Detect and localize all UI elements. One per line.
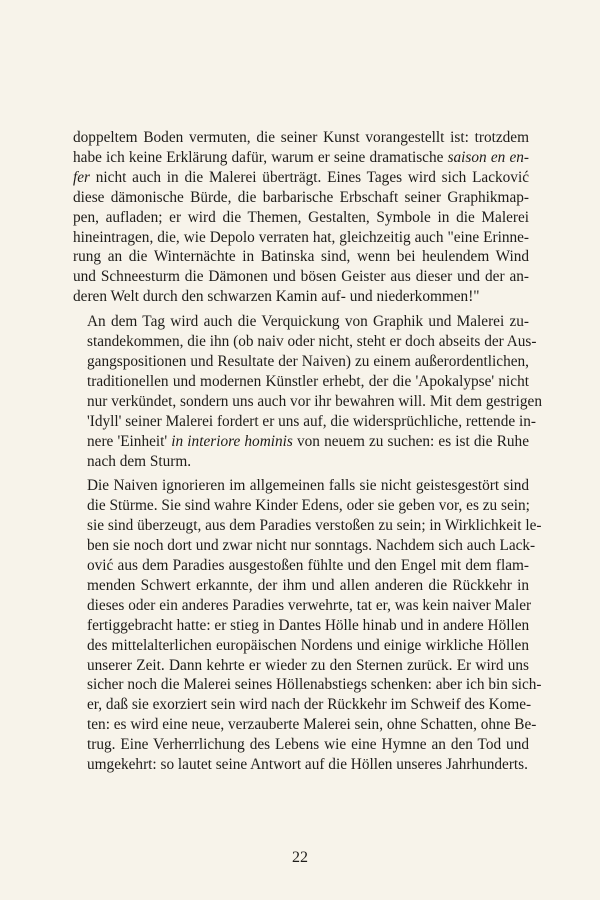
text-line <box>73 452 529 472</box>
body-text <box>73 128 542 780</box>
text-run: Die Naiven ignorieren im allgemeinen falls sie nicht geistesgestört sind <box>87 477 529 495</box>
text-line <box>73 516 542 536</box>
text-line <box>73 208 529 228</box>
text-run: die Stürme. Sie sind wahre Kinder Edens, oder sie geben vor, es zu sein; <box>87 497 530 515</box>
text-run: habe ich keine Erklärung dafür, warum er seine dramatische <box>73 148 448 166</box>
text-run: An dem Tag wird auch die Verquickung von Graphik und Malerei zu- <box>87 313 529 331</box>
paragraph <box>73 312 542 471</box>
text-line <box>73 372 529 392</box>
text-line <box>73 432 529 452</box>
text-run: deren Welt durch den schwarzen Kamin auf- und niederkommen!" <box>73 288 480 306</box>
text-run: nur verkündet, sondern uns auch vor ihr bewahren will. Mit dem gestrigen <box>87 392 542 410</box>
text-run: er, daß sie exorziert sein wird nach der Rückkehr im Schweif des Kome- <box>87 696 532 714</box>
text-run: nere 'Einheit' <box>87 432 172 450</box>
italic-phrase: fer <box>73 168 90 186</box>
text-line <box>73 496 529 516</box>
text-line <box>73 188 529 208</box>
text-line <box>73 128 529 148</box>
text-run: menden Schwert erkannte, der ihm und allen anderen die Rückkehr in <box>87 576 529 594</box>
text-line <box>73 332 537 352</box>
text-line <box>73 576 529 596</box>
text-run: diese dämonische Bürde, die barbarische Erbschaft seiner Graphikmap- <box>73 188 529 206</box>
text-line <box>73 412 536 432</box>
text-run: von neuem zu suchen: es ist die Ruhe <box>292 432 529 450</box>
text-run: ović aus dem Paradies ausgestoßen fühlte und den Engel mit dem flam- <box>87 557 529 575</box>
text-line <box>73 556 529 576</box>
text-line <box>73 287 529 307</box>
text-line <box>73 168 529 188</box>
text-line <box>73 148 529 168</box>
text-line <box>73 312 529 332</box>
text-line <box>73 636 529 656</box>
paragraph <box>73 476 542 775</box>
text-line <box>73 675 542 695</box>
text-line <box>73 596 532 616</box>
text-run: trug. Eine Verherrlichung des Lebens wie eine Hymne an den Tod und <box>87 736 529 754</box>
text-line <box>73 476 529 496</box>
text-line <box>73 695 532 715</box>
page-number: 22 <box>292 849 308 866</box>
text-run: pen, aufladen; er wird die Themen, Gestalten, Symbole in die Malerei <box>73 208 529 226</box>
text-line <box>73 616 529 636</box>
text-run: umgekehrt: so lautet seine Antwort auf die Höllen unseres Jahrhunderts. <box>87 756 528 774</box>
text-run: des mittelalterlichen europäischen Nordens und einige wirkliche Höllen <box>87 636 529 654</box>
text-line <box>73 656 529 676</box>
italic-phrase: saison en en- <box>447 148 529 166</box>
text-line <box>73 267 529 287</box>
text-run: doppeltem Boden vermuten, die seiner Kunst vorangestellt ist: trotzdem <box>73 129 529 146</box>
text-line <box>73 735 529 755</box>
text-run: ten: es wird eine neue, verzauberte Malerei sein, ohne Schatten, ohne Be- <box>87 716 537 734</box>
text-run: fertiggebracht hatte: er stieg in Dantes Hölle hinab und in andere Höllen <box>87 616 530 634</box>
text-run: sicher noch die Malerei seines Höllenabstiegs schenken: aber ich bin sich- <box>87 676 542 694</box>
paragraph <box>73 128 529 307</box>
text-run: sie sind überzeugt, aus dem Paradies verstoßen zu sein; in Wirklichkeit le- <box>87 517 542 535</box>
text-line <box>73 392 542 412</box>
text-line <box>73 352 529 372</box>
text-run: standekommen, die ihn (ob naiv oder nicht, steht er doch abseits der Aus- <box>87 333 537 351</box>
text-run: unserer Zeit. Dann kehrte er wieder zu den Sternen zurück. Er wird uns <box>87 656 529 674</box>
text-run: und Schneesturm die Dämonen und bösen Geister aus dieser und der an- <box>73 268 529 286</box>
text-run: ben sie noch dort und zwar nicht nur sonntags. Nachdem sich auch Lack- <box>87 537 536 555</box>
text-run: hineintragen, die, wie Depolo verraten hat, gleichzeitig auch "eine Erinne- <box>73 228 529 246</box>
text-run: nicht auch in die Malerei überträgt. Eines Tages wird sich Lacković <box>90 168 529 186</box>
text-run: nach dem Sturm. <box>87 452 192 470</box>
text-run: dieses oder ein anderes Paradies verwehrte, tat er, was kein naiver Maler <box>87 596 532 614</box>
text-line <box>73 755 529 775</box>
text-line <box>73 715 537 735</box>
text-line <box>73 536 536 556</box>
text-run: 'Idyll' seiner Malerei fordert er uns auf, die widersprüchliche, rettende in- <box>87 412 536 430</box>
text-line <box>73 228 529 248</box>
text-run: traditionellen und modernen Künstler erhebt, der die 'Apokalypse' nicht <box>87 372 529 390</box>
text-run: rung an die Winternächte in Batinska sind, wenn bei heulendem Wind <box>73 248 529 266</box>
text-line <box>73 247 529 267</box>
italic-phrase: in interiore hominis <box>171 432 293 450</box>
text-run: gangspositionen und Resultate der Naiven) zu einem außerordentlichen, <box>87 352 529 370</box>
